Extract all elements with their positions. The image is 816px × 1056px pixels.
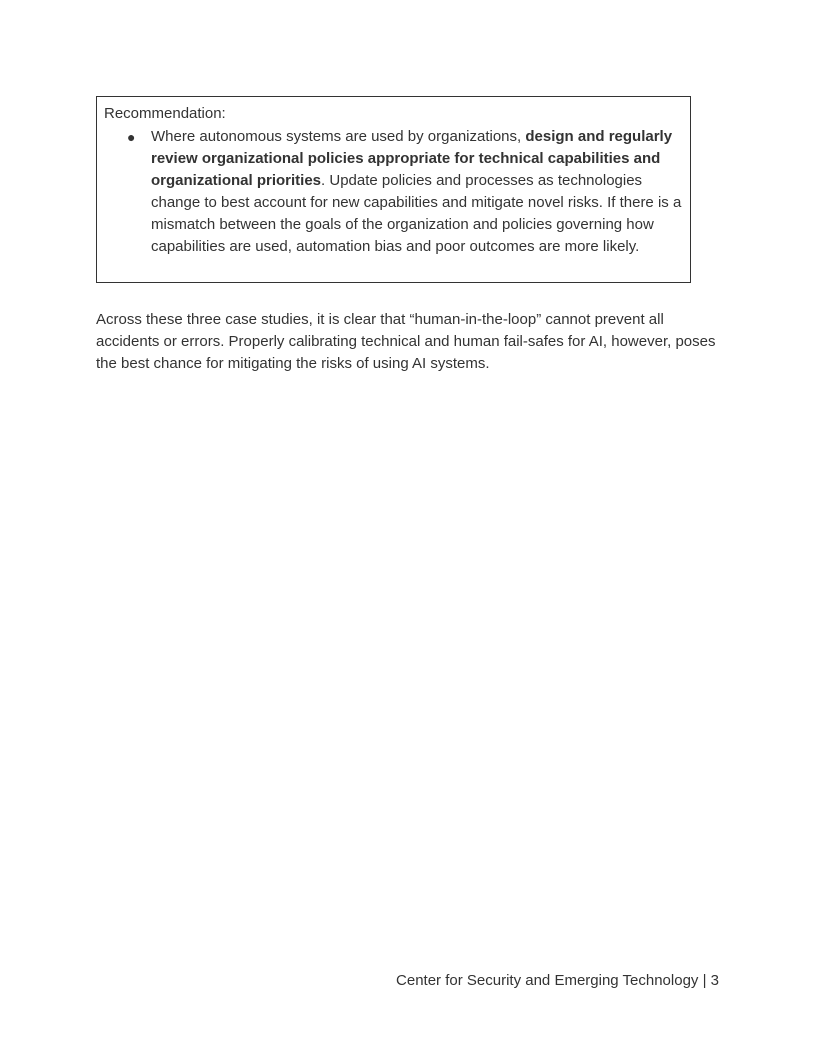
recommendation-text-intro: Where autonomous systems are used by organizations, — [151, 128, 526, 145]
bullet-icon: ● — [127, 129, 136, 145]
body-paragraph: Across these three case studies, it is clear that “human-in-the-loop” cannot prevent all accidents or errors. Properly calibrating technical and human fail-safes for AI, however, poses the best chance for mitigating the risks of using AI systems. — [96, 311, 716, 372]
recommendation-heading: Recommendation: — [104, 105, 226, 122]
recommendation-box — [96, 96, 691, 283]
recommendation-text — [151, 126, 691, 258]
page-footer: Center for Security and Emerging Technology | 3 — [396, 972, 719, 989]
recommendation-text-rest: . Update policies and processes as technologies change to best account for new capabilities and mitigate novel risks. If there is a mismatch between the goals of the organization and policies governing how capabilities are used, automation bias and poor outcomes are more likely. — [151, 172, 682, 255]
recommendation-text-emphasis: design and regularly review organizational policies appropriate for technical capabilities and organizational priorities — [151, 128, 673, 189]
